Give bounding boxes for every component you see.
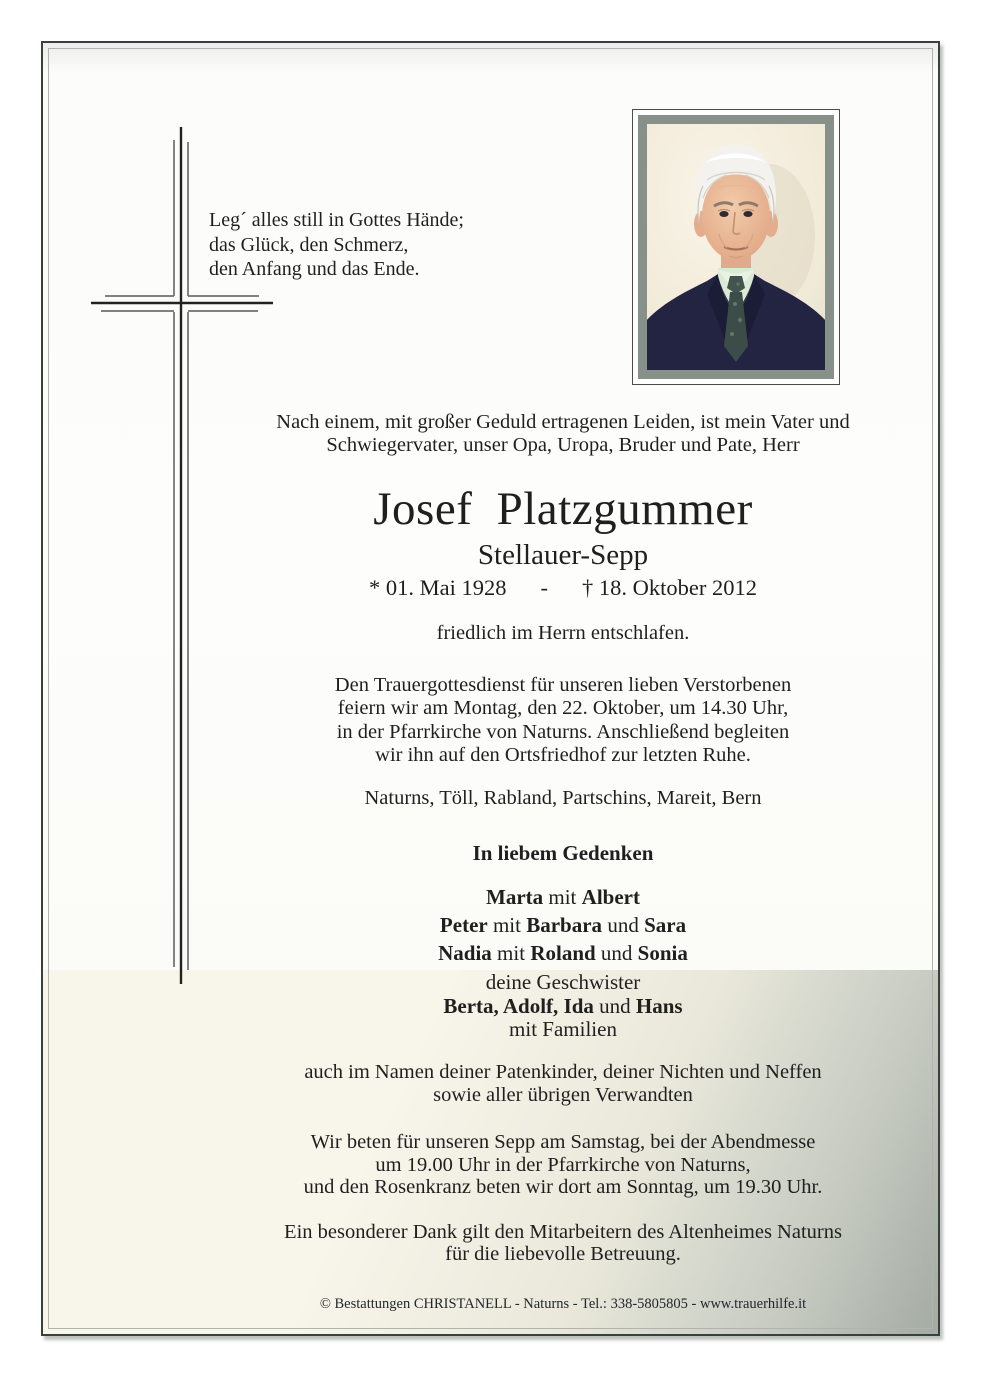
prayer-line: Wir beten für unseren Sepp am Samstag, bei der Abendmesse [310, 1131, 816, 1153]
prayer-line: um 19.00 Uhr in der Pfarrkirche von Naturns, [375, 1153, 751, 1176]
thanks-paragraph [253, 1221, 873, 1265]
service-line: Den Trauergottesdienst für unseren lieben Verstorbenen [334, 674, 792, 696]
service-line: feiern wir am Montag, den 22. Oktober, um 14.30 Uhr, [337, 697, 789, 720]
prayer-paragraph [253, 1131, 873, 1199]
death-date: † 18. Oktober 2012 [582, 575, 757, 600]
prayer-line: und den Rosenkranz beten wir dort am Sonntag, um 19.30 Uhr. [303, 1176, 823, 1198]
deceased-name: Josef Platzgummer [373, 483, 753, 535]
intro-line: Nach einem, mit großer Geduld ertragenen Leiden, ist mein Vater und [276, 411, 850, 433]
deceased-nickname: Stellauer-Sepp [477, 539, 649, 571]
birth-date: * 01. Mai 1928 [369, 575, 507, 600]
siblings-intro: deine Geschwister [485, 970, 641, 994]
dates-separator: - [540, 575, 548, 600]
introduction-paragraph [253, 411, 873, 456]
thanks-line: für die liebevolle Betreuung. [445, 1243, 681, 1265]
funeral-service-paragraph [253, 674, 873, 767]
thanks-line: Ein besonderer Dank gilt den Mitarbeitern des Altenheimes Naturns [284, 1221, 842, 1243]
memoriam-heading: In liebem Gedenken [472, 841, 654, 865]
verse-line: Leg´ alles still in Gottes Hände; [209, 209, 464, 231]
verse-line: den Anfang und das Ende. [209, 258, 420, 280]
extended-line: sowie aller übrigen Verwandten [433, 1084, 693, 1106]
memorial-card [41, 41, 940, 1336]
family-line: Nadia mit Roland und Sonia [438, 941, 688, 965]
family-line: Peter mit Barbara und Sara [439, 913, 687, 937]
passed-away-line: friedlich im Herrn entschlafen. [436, 622, 690, 644]
intro-line: Schwiegervater, unser Opa, Uropa, Bruder und Pate, Herr [326, 433, 800, 456]
opening-verse [209, 208, 709, 282]
family-line: Marta mit Albert [486, 885, 640, 909]
funeral-home-credit: © Bestattungen CHRISTANELL - Naturns - Tel.: 338-5805805 - www.trauerhilfe.it [319, 1296, 807, 1312]
life-dates [253, 575, 873, 601]
siblings-block [253, 971, 873, 1042]
places-line: Naturns, Töll, Rabland, Partschins, Mareit, Bern [364, 787, 762, 809]
family-names [253, 883, 873, 967]
siblings-names: Berta, Adolf, Ida und Hans [443, 993, 683, 1018]
service-line: wir ihn auf den Ortsfriedhof zur letzten Ruhe. [375, 743, 751, 766]
service-line: in der Pfarrkirche von Naturns. Anschließend begleiten [336, 720, 790, 743]
siblings-suffix: mit Familien [509, 1017, 617, 1041]
extended-line: auch im Namen deiner Patenkinder, deiner Nichten und Neffen [304, 1061, 822, 1083]
extended-family-block [253, 1061, 873, 1107]
verse-line: das Glück, den Schmerz, [209, 233, 409, 256]
